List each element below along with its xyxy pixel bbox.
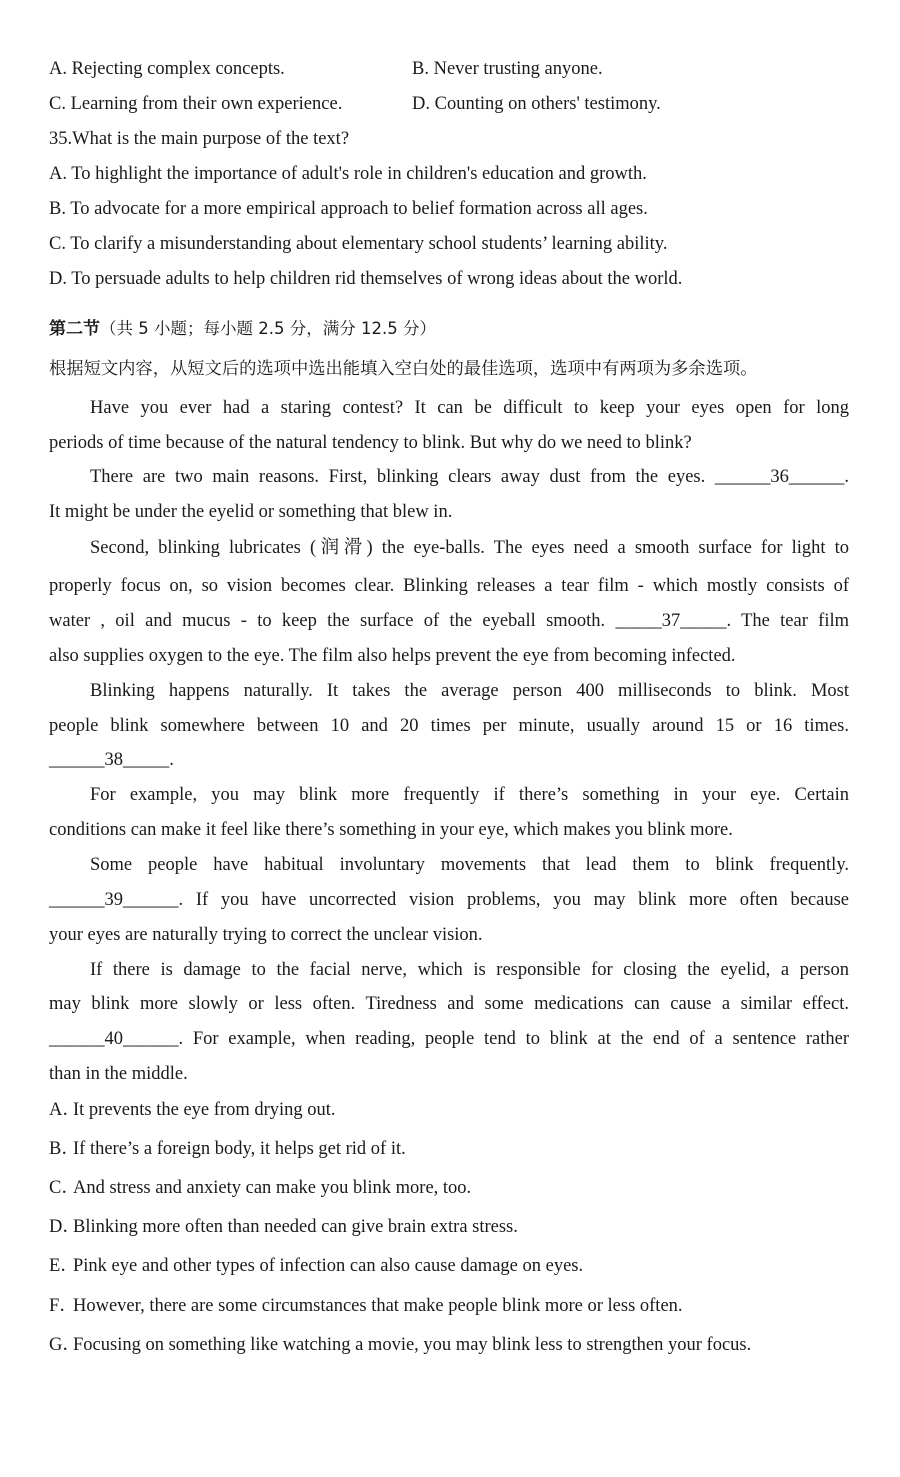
- passage-p5-line2: conditions can make it feel like there’s something in your eye, which makes you blink more.: [49, 820, 733, 840]
- choice-letter: F．: [49, 1296, 78, 1316]
- passage-p1-line2: periods of time because of the natural tendency to blink. But why do we need to blink?: [49, 433, 692, 453]
- passage-p6-line1: Some people have habitual involuntary movements that lead them to blink frequently.: [90, 855, 849, 875]
- choice-text: Pink eye and other types of infection can also cause damage on eyes.: [73, 1256, 584, 1276]
- section-meta: （共 5 小题；每小题 2.5 分，满分 12.5 分）: [100, 319, 436, 338]
- choice-letter: C．: [49, 1178, 80, 1198]
- q34-option-b: B. Never trusting anyone.: [412, 59, 603, 79]
- passage-p5-line1: For example, you may blink more frequently if there’s something in your eye. Certain: [90, 785, 849, 805]
- passage-p7-line3: ______40______. For example, when reading, people tend to blink at the end of a sentence rather: [49, 1029, 849, 1049]
- passage-p6-line3: your eyes are naturally trying to correct the unclear vision.: [49, 925, 483, 945]
- q35-option-b: B. To advocate for a more empirical approach to belief formation across all ages.: [49, 199, 648, 219]
- passage-p3-line2: properly focus on, so vision becomes clear. Blinking releases a tear film - which mostly consists of: [49, 576, 849, 596]
- q34-option-d: D. Counting on others' testimony.: [412, 94, 661, 114]
- q35-option-c: C. To clarify a misunderstanding about elementary school students’ learning ability.: [49, 234, 668, 254]
- choice-letter: A．: [49, 1100, 81, 1120]
- passage-p4-line3: ______38_____.: [49, 750, 174, 770]
- choice-letter: B．: [49, 1139, 80, 1159]
- passage-p7-line4: than in the middle.: [49, 1064, 188, 1084]
- section-title: 第二节: [49, 319, 100, 339]
- choice-f: [49, 1294, 849, 1318]
- choice-text: And stress and anxiety can make you blink more, too.: [73, 1178, 472, 1198]
- choice-text: It prevents the eye from drying out.: [73, 1100, 336, 1120]
- choice-text: If there’s a foreign body, it helps get rid of it.: [73, 1139, 406, 1159]
- passage-p4-line2: people blink somewhere between 10 and 20 times per minute, usually around 15 or 16 times.: [49, 716, 849, 736]
- choice-e: [49, 1254, 849, 1278]
- choice-letter: G．: [49, 1335, 81, 1355]
- section-header: [49, 317, 849, 341]
- choice-letter: E．: [49, 1256, 79, 1276]
- q34-option-c: C. Learning from their own experience.: [49, 94, 343, 114]
- choice-a: [49, 1098, 849, 1122]
- passage-p3-line3: water , oil and mucus - to keep the surface of the eyeball smooth. _____37_____. The tear film: [49, 611, 849, 631]
- section-instruction: 根据短文内容，从短文后的选项中选出能填入空白处的最佳选项，选项中有两项为多余选项。: [49, 359, 758, 379]
- choice-text: However, there are some circumstances that make people blink more or less often.: [73, 1296, 683, 1316]
- passage-p7-line2: may blink more slowly or less often. Tiredness and some medications can cause a similar effect.: [49, 994, 849, 1014]
- passage-p2-line2: It might be under the eyelid or something that blew in.: [49, 502, 453, 522]
- choice-c: [49, 1176, 849, 1200]
- passage-p6-line2: ______39______. If you have uncorrected vision problems, you may blink more often because: [49, 890, 849, 910]
- passage-p2-line1: There are two main reasons. First, blinking clears away dust from the eyes. ______36______.: [90, 467, 849, 487]
- q35-option-d: D. To persuade adults to help children rid themselves of wrong ideas about the world.: [49, 269, 683, 289]
- choice-b: [49, 1137, 849, 1161]
- choice-g: [49, 1333, 849, 1357]
- passage-p7-line1: If there is damage to the facial nerve, which is responsible for closing the eyelid, a person: [90, 960, 849, 980]
- passage-p1-line1: Have you ever had a staring contest? It can be difficult to keep your eyes open for long: [90, 398, 849, 418]
- q35-stem: 35.What is the main purpose of the text?: [49, 129, 350, 149]
- choice-text: Blinking more often than needed can give brain extra stress.: [73, 1217, 518, 1237]
- choice-text: Focusing on something like watching a movie, you may blink less to strengthen your focus.: [73, 1335, 752, 1355]
- passage-p3-line1: Second, blinking lubricates (润滑) the eye-balls. The eyes need a smooth surface for light to: [90, 538, 849, 558]
- choice-letter: D．: [49, 1217, 81, 1237]
- passage-p4-line1: Blinking happens naturally. It takes the average person 400 milliseconds to blink. Most: [90, 681, 849, 701]
- passage-p3-line4: also supplies oxygen to the eye. The film also helps prevent the eye from becoming infected.: [49, 646, 736, 666]
- choice-d: [49, 1215, 849, 1239]
- q35-option-a: A. To highlight the importance of adult's role in children's education and growth.: [49, 164, 647, 184]
- q34-option-a: A. Rejecting complex concepts.: [49, 59, 285, 79]
